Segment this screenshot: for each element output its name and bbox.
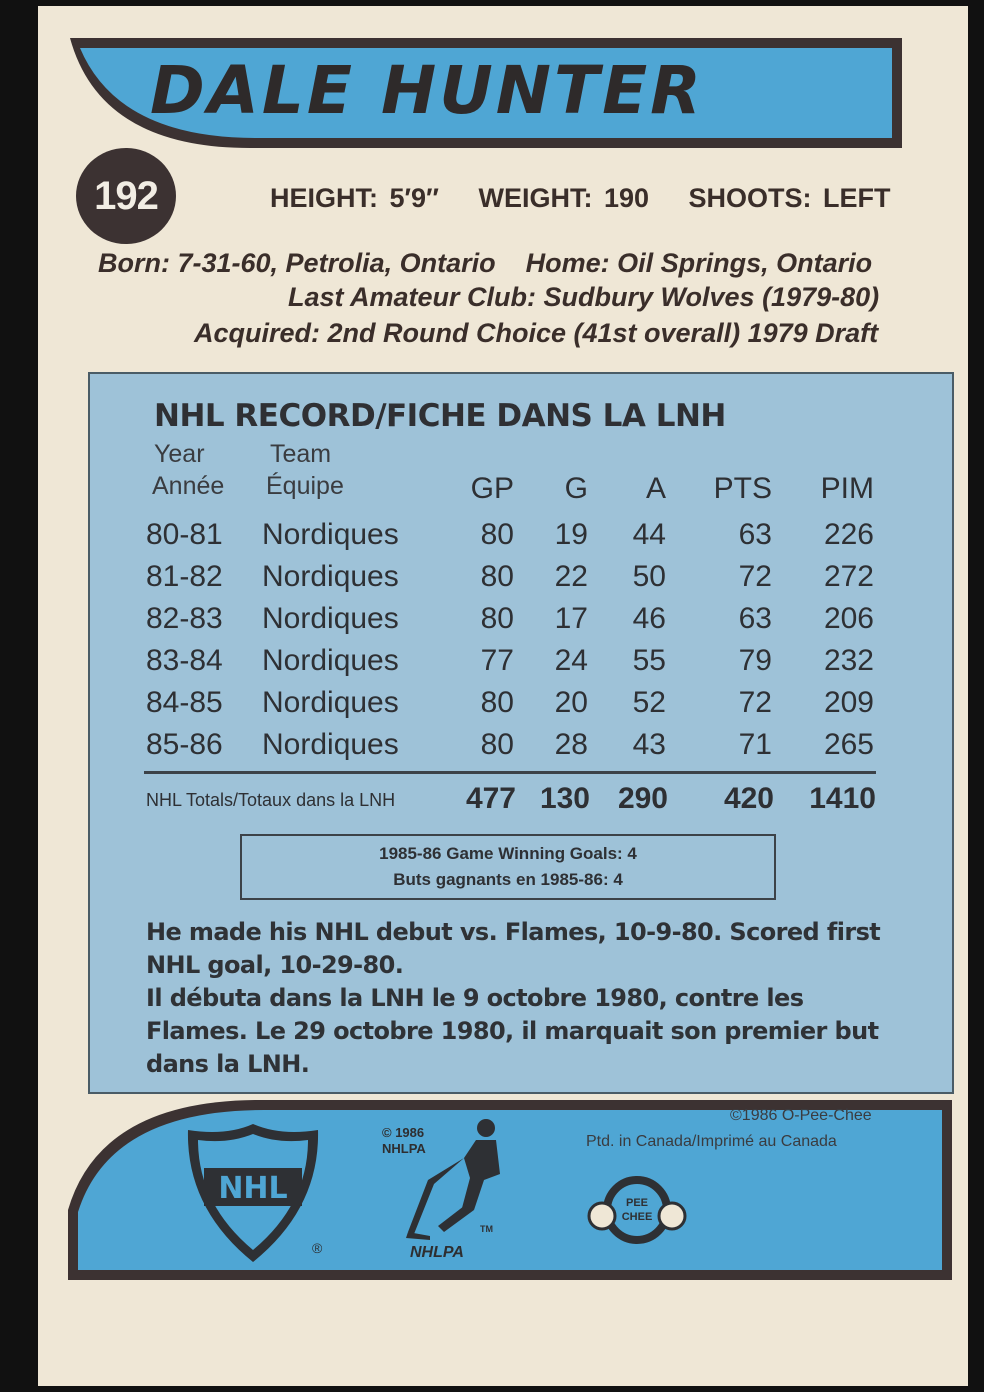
header-annee: Année (152, 472, 225, 500)
bio-english: He made his NHL debut vs. Flames, 10-9-80. Scored first NHL goal, 10-29-80. (146, 918, 881, 979)
row-gp: 77 (480, 644, 514, 677)
row-a: 46 (632, 602, 666, 635)
stats-row (0, 644, 984, 686)
row-team: Nordiques (262, 602, 399, 635)
game-winning-goals-box (240, 834, 776, 900)
header-g: G (564, 472, 588, 505)
stats-row (0, 602, 984, 644)
opc-logo-line2: CHEE (621, 1211, 653, 1223)
registered-mark: ® (312, 1240, 323, 1256)
row-team: Nordiques (262, 518, 399, 551)
row-pim: 226 (823, 518, 874, 551)
row-team: Nordiques (262, 644, 399, 677)
row-season: 81-82 (146, 560, 223, 593)
row-g: 28 (554, 728, 588, 761)
gwg-line-fr: Buts gagnants en 1985-86: 4 (393, 870, 623, 889)
player-name: DALE HUNTER (150, 52, 704, 129)
gwg-line-en: 1985-86 Game Winning Goals: 4 (379, 844, 637, 863)
row-pts: 72 (738, 686, 772, 719)
row-pts: 72 (738, 560, 772, 593)
totals-label: NHL Totals/Totaux dans la LNH (146, 790, 396, 810)
hockey-player-icon (404, 1114, 514, 1244)
total-g: 130 (539, 782, 590, 815)
copyright-text: ©1986 O-Pee-Chee (730, 1107, 872, 1124)
row-season: 80-81 (146, 518, 223, 551)
header-gp: GP (470, 472, 514, 505)
row-pim: 232 (823, 644, 874, 677)
row-a: 50 (632, 560, 666, 593)
header-equipe: Équipe (266, 472, 344, 500)
row-pim: 206 (823, 602, 874, 635)
row-season: 85-86 (146, 728, 223, 761)
nhlpa-logo-text: NHLPA (410, 1244, 464, 1261)
row-gp: 80 (480, 518, 514, 551)
record-title: NHL RECORD/FICHE DANS LA LNH (154, 398, 726, 434)
height-label: HEIGHT: 5′9″ (270, 183, 439, 213)
row-team: Nordiques (262, 686, 399, 719)
printed-in-canada: Ptd. in Canada/Imprimé au Canada (586, 1133, 837, 1150)
total-pts: 420 (723, 782, 774, 815)
opc-logo-line1: PEE (625, 1197, 649, 1209)
header-pim: PIM (820, 472, 874, 505)
nhl-shield-icon (180, 1118, 326, 1268)
nhlpa-copyright-org: NHLPA (382, 1141, 426, 1156)
row-pts: 79 (738, 644, 772, 677)
tm-mark: TM (480, 1224, 493, 1234)
born-label: Born: 7-31-60, Petrolia, Ontario (98, 248, 496, 278)
bio-french: Il débuta dans la LNH le 9 octobre 1980, contre les Flames. Le 29 octobre 1980, il marquait son premier but dans la LNH. (146, 984, 879, 1078)
row-pts: 71 (738, 728, 772, 761)
born-line (98, 248, 872, 279)
row-pts: 63 (738, 602, 772, 635)
shoots-label: SHOOTS: LEFT (688, 183, 891, 213)
header-team: Team (270, 440, 332, 468)
row-g: 17 (554, 602, 588, 635)
total-pim: 1410 (809, 782, 876, 815)
physical-stats (270, 183, 891, 214)
totals-divider (144, 771, 876, 774)
row-a: 44 (632, 518, 666, 551)
row-pim: 265 (823, 728, 874, 761)
row-season: 84-85 (146, 686, 223, 719)
row-gp: 80 (480, 686, 514, 719)
row-g: 24 (554, 644, 588, 677)
row-pts: 63 (738, 518, 772, 551)
row-a: 55 (632, 644, 666, 677)
last-amateur-club: Last Amateur Club: Sudbury Wolves (1979-80) (288, 282, 880, 312)
nhl-logo-text: NHL (218, 1171, 288, 1206)
row-team: Nordiques (262, 560, 399, 593)
opc-logo-icon (584, 1170, 690, 1250)
row-gp: 80 (480, 602, 514, 635)
nhlpa-copyright-year: © 1986 (382, 1125, 425, 1140)
row-g: 22 (554, 560, 588, 593)
header-year: Year (154, 440, 205, 468)
total-a: 290 (617, 782, 668, 815)
header-pts: PTS (713, 472, 772, 505)
row-season: 83-84 (146, 644, 223, 677)
row-team: Nordiques (262, 728, 399, 761)
stats-row (0, 686, 984, 728)
stats-row (0, 560, 984, 602)
row-pim: 209 (823, 686, 874, 719)
bio-text (146, 916, 886, 1081)
header-a: A (645, 472, 666, 505)
row-pim: 272 (823, 560, 874, 593)
stats-row (0, 728, 984, 770)
row-a: 52 (632, 686, 666, 719)
row-a: 43 (632, 728, 666, 761)
row-g: 19 (554, 518, 588, 551)
home-label: Home: Oil Springs, Ontario (525, 248, 873, 278)
row-season: 82-83 (146, 602, 223, 635)
row-g: 20 (554, 686, 588, 719)
total-gp: 477 (465, 782, 516, 815)
weight-label: WEIGHT: 190 (478, 183, 650, 213)
acquired-line: Acquired: 2nd Round Choice (41st overall) 1979 Draft (194, 318, 879, 348)
card-number-badge: 192 (76, 148, 176, 244)
stats-row (0, 518, 984, 560)
row-gp: 80 (480, 560, 514, 593)
row-gp: 80 (480, 728, 514, 761)
